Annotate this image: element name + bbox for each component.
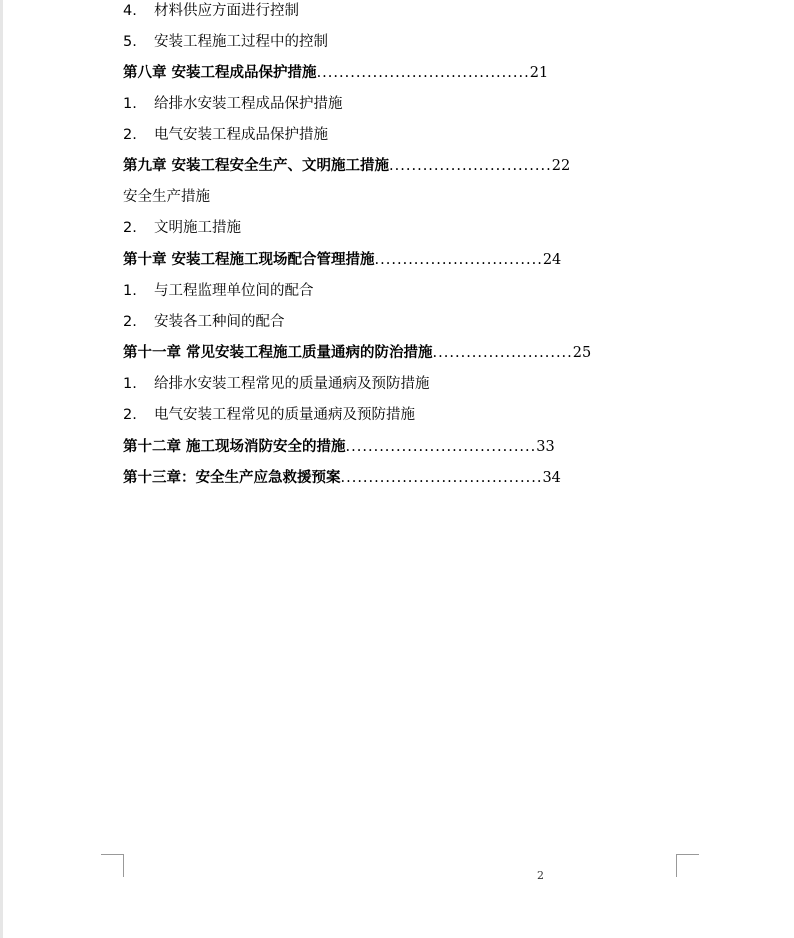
toc-chapter-title: 第十三章：安全生产应急救援预案 [123, 469, 341, 486]
toc-item-number: 4. [123, 3, 137, 19]
toc-item[interactable] [123, 0, 299, 22]
toc-leader-dots: .................................... [340, 470, 543, 486]
toc-item[interactable] [123, 217, 241, 239]
toc-item-text: 给排水安装工程成品保护措施 [154, 96, 343, 112]
toc-item-text: 安装各工种间的配合 [154, 314, 285, 330]
toc-item[interactable] [123, 93, 343, 115]
toc-item[interactable] [123, 373, 430, 395]
toc-page-number: 25 [572, 345, 592, 361]
toc-item-text: 电气安装工程常见的质量通病及预防措施 [154, 407, 415, 423]
toc-item-number: 1. [123, 283, 137, 299]
toc-leader-dots: .............................. [374, 252, 543, 268]
toc-leader-dots: ......................... [432, 345, 573, 361]
toc-chapter[interactable] [123, 467, 561, 489]
toc-chapter[interactable] [123, 342, 591, 364]
toc-page-number: 33 [536, 439, 555, 455]
toc-chapter[interactable] [123, 436, 555, 458]
toc-chapter-title: 第八章 安装工程成品保护措施 [123, 64, 317, 81]
toc-item-text: 安装工程施工过程中的控制 [154, 34, 328, 50]
toc-item-number: 2. [123, 220, 137, 236]
toc-item[interactable] [123, 404, 415, 426]
toc-leader-dots: ............................. [389, 158, 552, 174]
margin-corner-mark-left [101, 854, 124, 877]
toc-item-text: 给排水安装工程常见的质量通病及预防措施 [154, 376, 430, 392]
toc-item-text: 电气安装工程成品保护措施 [154, 127, 328, 143]
toc-page-number: 21 [529, 65, 549, 81]
toc-item-text: 文明施工措施 [154, 220, 241, 236]
toc-item-number: 2. [123, 407, 137, 423]
toc-item-number: 2. [123, 314, 137, 330]
toc-item[interactable] [123, 31, 328, 53]
toc-item[interactable] [123, 311, 285, 333]
toc-page-number: 22 [551, 158, 571, 174]
toc-chapter[interactable] [123, 62, 548, 84]
toc-item-text: 材料供应方面进行控制 [154, 3, 299, 19]
toc-item-text: 与工程监理单位间的配合 [154, 283, 314, 299]
toc-item[interactable] [123, 186, 210, 208]
toc-chapter-title: 第九章 安装工程安全生产、文明施工措施 [123, 157, 390, 174]
toc-leader-dots: ...................................... [316, 65, 530, 81]
margin-corner-mark-right [676, 854, 699, 877]
toc-item-number: 5. [123, 34, 137, 50]
toc-page-number: 34 [542, 470, 561, 486]
toc-item-number: 1. [123, 96, 137, 112]
toc-item-number: 1. [123, 376, 137, 392]
page-edge [0, 0, 3, 938]
toc-leader-dots: .................................. [345, 439, 537, 455]
toc-page-number: 24 [542, 252, 562, 268]
toc-item-text: 安全生产措施 [123, 189, 210, 205]
toc-item[interactable] [123, 280, 314, 302]
toc-chapter-title: 第十一章 常见安装工程施工质量通病的防治措施 [123, 344, 433, 361]
toc-item[interactable] [123, 124, 328, 146]
toc-item-number: 2. [123, 127, 137, 143]
toc-chapter[interactable] [123, 155, 570, 177]
toc-chapter-title: 第十二章 施工现场消防安全的措施 [123, 438, 346, 455]
toc-chapter[interactable] [123, 249, 561, 271]
toc-chapter-title: 第十章 安装工程施工现场配合管理措施 [123, 251, 375, 268]
footer-page-number: 2 [537, 869, 544, 882]
